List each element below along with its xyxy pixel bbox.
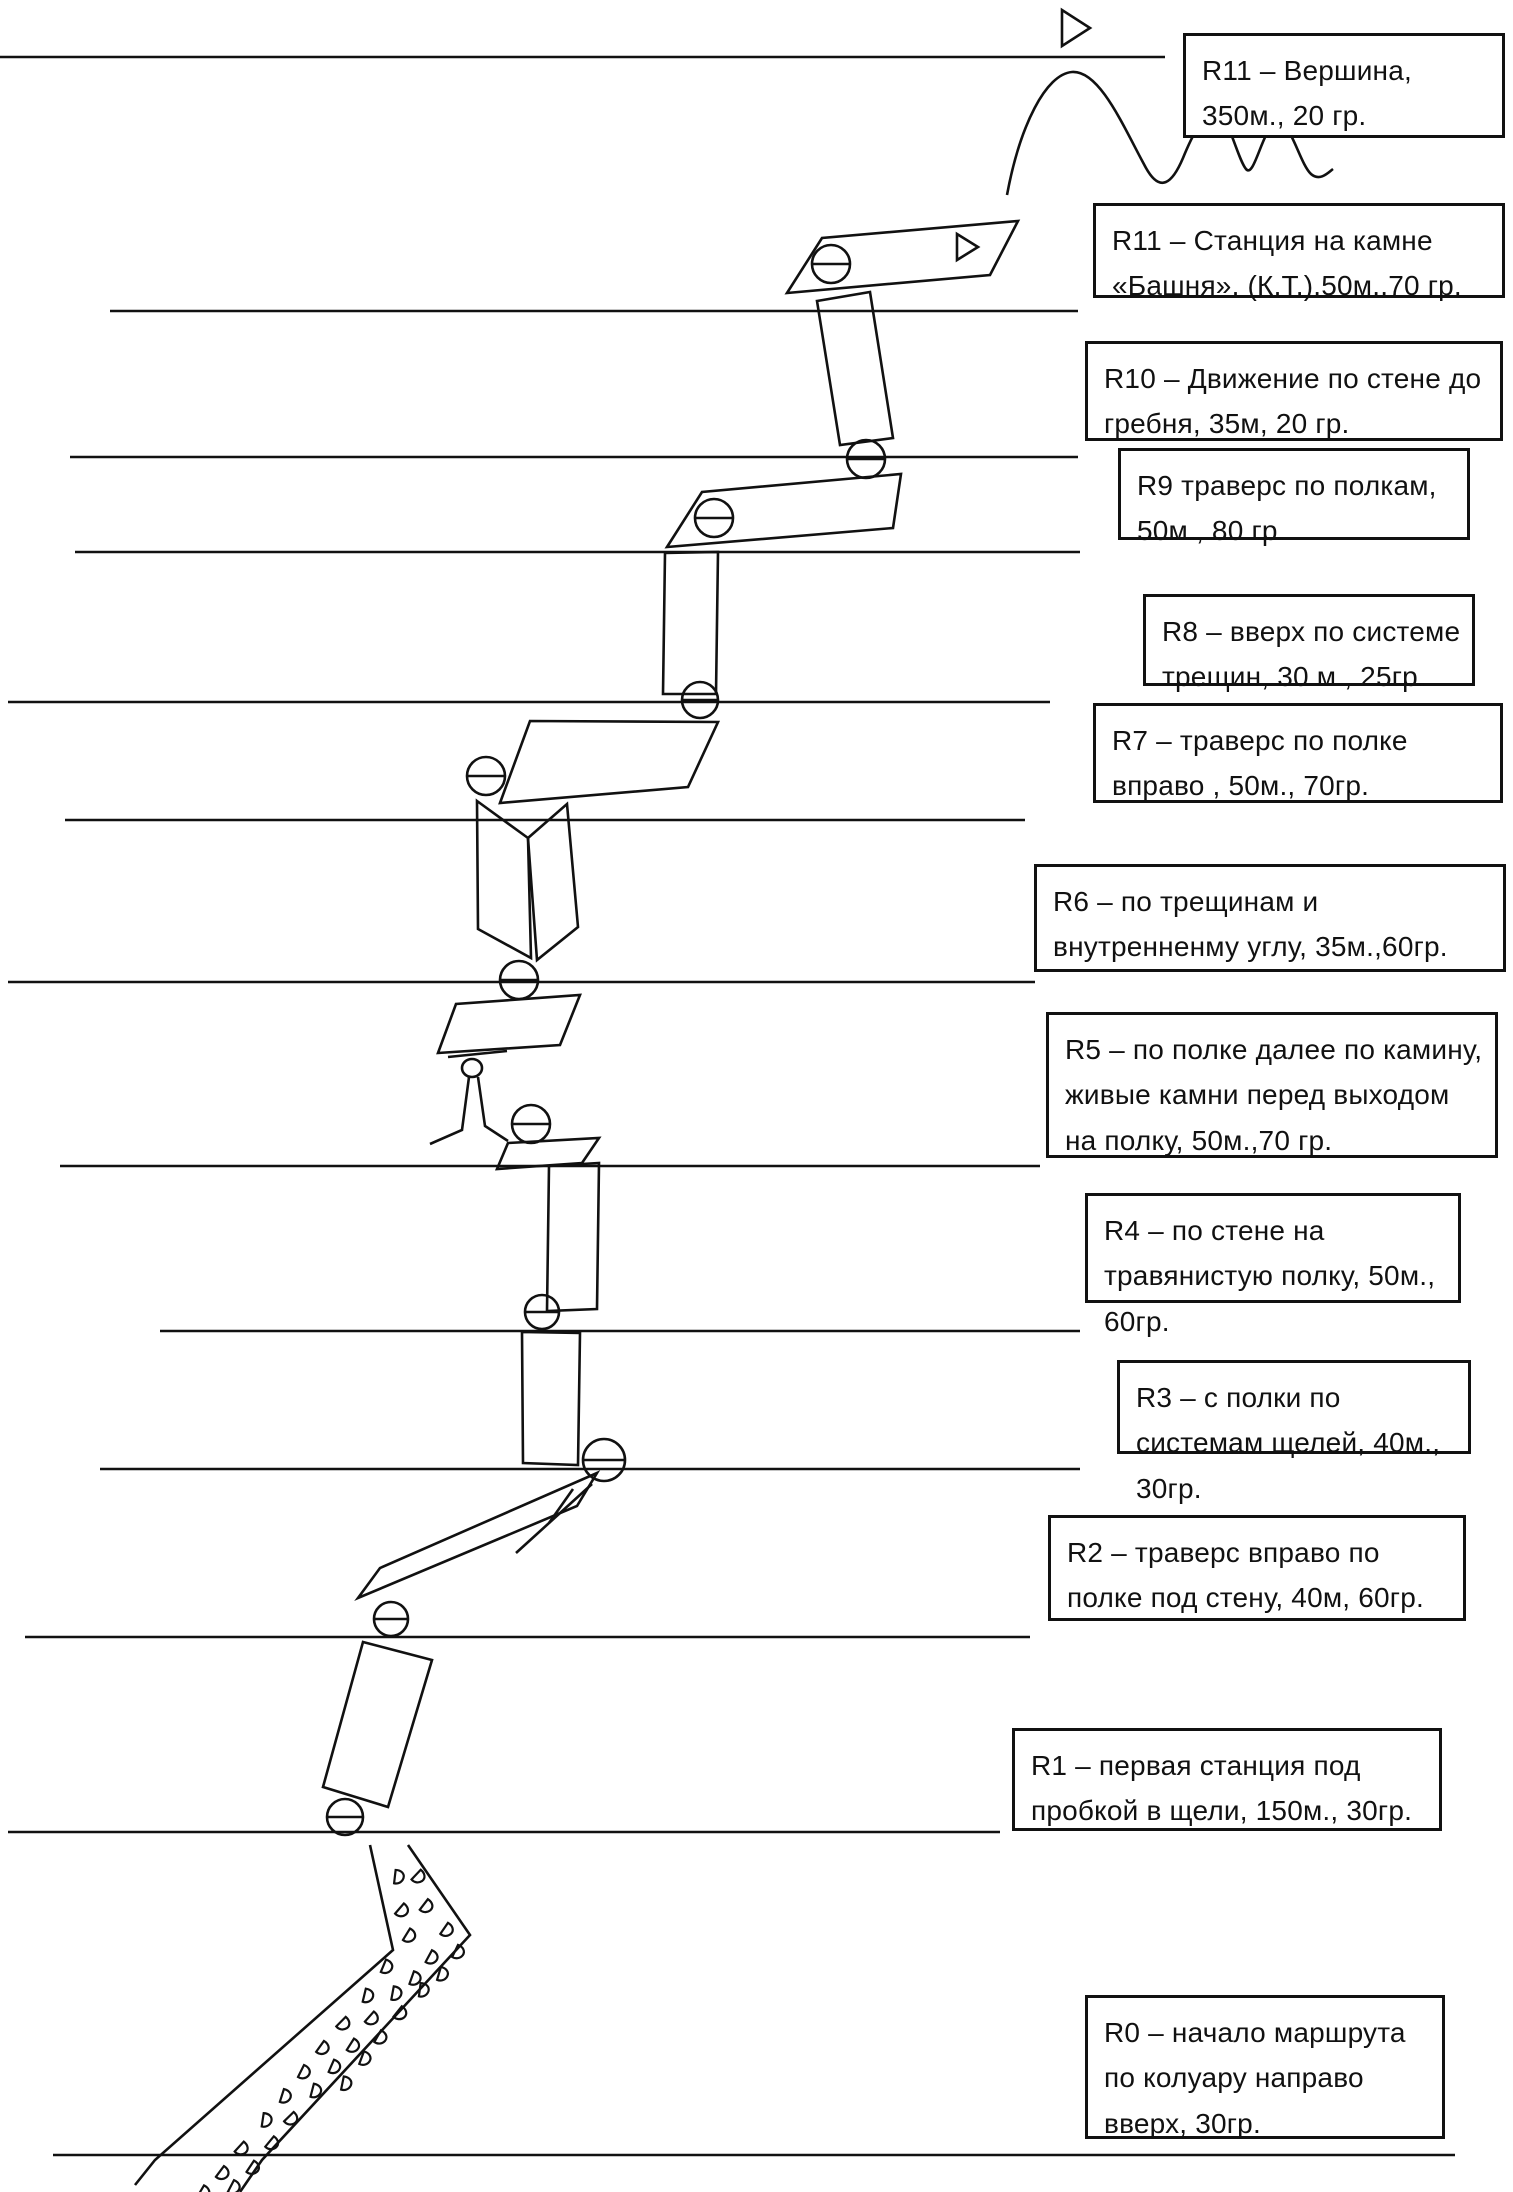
pitch-label-r6 bbox=[1034, 864, 1506, 972]
r5-upper-ledge bbox=[438, 995, 580, 1053]
pitch-label-r2 bbox=[1048, 1515, 1466, 1621]
pitch-label-r3 bbox=[1117, 1360, 1471, 1504]
scree-mark-icon bbox=[234, 2140, 249, 2156]
pitch-text: R8 – вверх по системе трещин, 30 м., 25гр. bbox=[1162, 616, 1461, 693]
r3-wall bbox=[522, 1332, 580, 1465]
scree-mark-icon bbox=[197, 2185, 210, 2192]
r11-direction-triangle-icon bbox=[957, 234, 978, 260]
pitch-text: R6 – по трещинам и внутренненму углу, 35м.,60гр. bbox=[1053, 886, 1448, 963]
pitch-label-r11-station bbox=[1093, 203, 1505, 302]
pitch-label-r0 bbox=[1085, 1995, 1445, 2139]
pitch-text: R1 – первая станция под пробкой в щели, 150м., 30гр. bbox=[1031, 1750, 1413, 1827]
scree-mark-icon bbox=[228, 2180, 240, 2192]
scree-mark-icon bbox=[328, 2059, 340, 2073]
r6-inner-corner-right bbox=[528, 804, 578, 960]
scree-mark-icon bbox=[365, 2010, 380, 2026]
r9-ledge bbox=[667, 474, 901, 547]
r6-inner-corner-left bbox=[477, 801, 531, 958]
r2-ramp-inner-line bbox=[516, 1484, 592, 1553]
r2-traverse-ramp bbox=[358, 1473, 597, 1598]
scree-mark-icon bbox=[395, 1902, 410, 1918]
r10-wall bbox=[817, 292, 893, 445]
scree-mark-icon bbox=[316, 2040, 330, 2055]
pitch-text: R5 – по полке далее по камину, живые камни перед выходом на полку, 50м.,70 гр. bbox=[1065, 1034, 1483, 1156]
r8-wall bbox=[663, 552, 718, 694]
r5-chimney-mouth bbox=[462, 1059, 482, 1077]
r1-wall bbox=[323, 1642, 432, 1807]
scree-mark-icon bbox=[452, 1945, 464, 1959]
couloir-left-edge bbox=[135, 1845, 393, 2185]
couloir-right-edge bbox=[240, 1845, 470, 2192]
pitch-text: R7 – траверс по полке вправо , 50м., 70гр. bbox=[1112, 725, 1408, 802]
pitch-label-r10 bbox=[1085, 341, 1503, 441]
scree-mark-icon bbox=[336, 2015, 351, 2031]
scree-mark-icon bbox=[388, 1985, 403, 2001]
scree-mark-icon bbox=[338, 2075, 353, 2091]
pitch-label-r4 bbox=[1085, 1193, 1461, 1337]
r5-chimney-left-leg bbox=[430, 1077, 469, 1144]
r4-wall bbox=[547, 1163, 599, 1311]
pitch-label-r11-summit bbox=[1183, 33, 1505, 138]
scree-mark-icon bbox=[360, 1987, 374, 2003]
scree-mark-icon bbox=[408, 1971, 421, 1986]
scree-mark-icon bbox=[426, 1950, 438, 1964]
pitch-text: R0 – начало маршрута по колуару направо вверх, 30гр. bbox=[1104, 2017, 1406, 2139]
pitch-label-r8 bbox=[1143, 594, 1475, 693]
scree-mark-icon bbox=[298, 2065, 310, 2078]
pitch-text: R10 – Движение по стене до гребня, 35м, 20 гр. bbox=[1104, 363, 1482, 440]
scree-mark-icon bbox=[393, 2005, 407, 2021]
scree-mark-icon bbox=[435, 1966, 449, 1981]
pitch-label-r9 bbox=[1118, 448, 1470, 547]
pitch-text: R2 – траверс вправо по полке под стену, 40м, 60гр. bbox=[1067, 1537, 1424, 1614]
pitch-label-r7 bbox=[1093, 703, 1503, 803]
pitch-label-r5 bbox=[1046, 1012, 1498, 1158]
r5-chimney-right-leg bbox=[478, 1077, 508, 1141]
scree-mark-icon bbox=[403, 1928, 416, 1942]
scree-mark-icon bbox=[347, 2038, 360, 2053]
scree-mark-icon bbox=[419, 1898, 433, 1913]
r11-station-ledge bbox=[787, 221, 1018, 293]
scree-mark-icon bbox=[374, 2030, 386, 2044]
r7-ledge bbox=[500, 721, 718, 803]
scree-mark-icon bbox=[278, 2088, 292, 2103]
pitch-label-r1 bbox=[1012, 1728, 1442, 1831]
pitch-text: R11 – Станция на камне «Башня». (К.Т.).50м..70 гр. bbox=[1112, 225, 1462, 302]
pitch-text: R11 – Вершина, 350м., 20 гр. bbox=[1202, 55, 1412, 132]
scree-mark-icon bbox=[440, 1922, 454, 1937]
summit-flag-icon bbox=[1062, 10, 1090, 46]
scree-mark-icon bbox=[265, 2135, 279, 2151]
pitch-text: R4 – по стене на травянистую полку, 50м., 60гр. bbox=[1104, 1215, 1436, 1337]
scree-mark-icon bbox=[216, 2165, 230, 2180]
scree-mark-icon bbox=[258, 2111, 273, 2127]
scree-mark-icon bbox=[390, 1868, 406, 1885]
pitch-text: R3 – с полки по системам щелей, 40м., 30гр. bbox=[1136, 1382, 1441, 1504]
pitch-text: R9 траверс по полкам, 50м., 80 гр. bbox=[1137, 470, 1437, 547]
